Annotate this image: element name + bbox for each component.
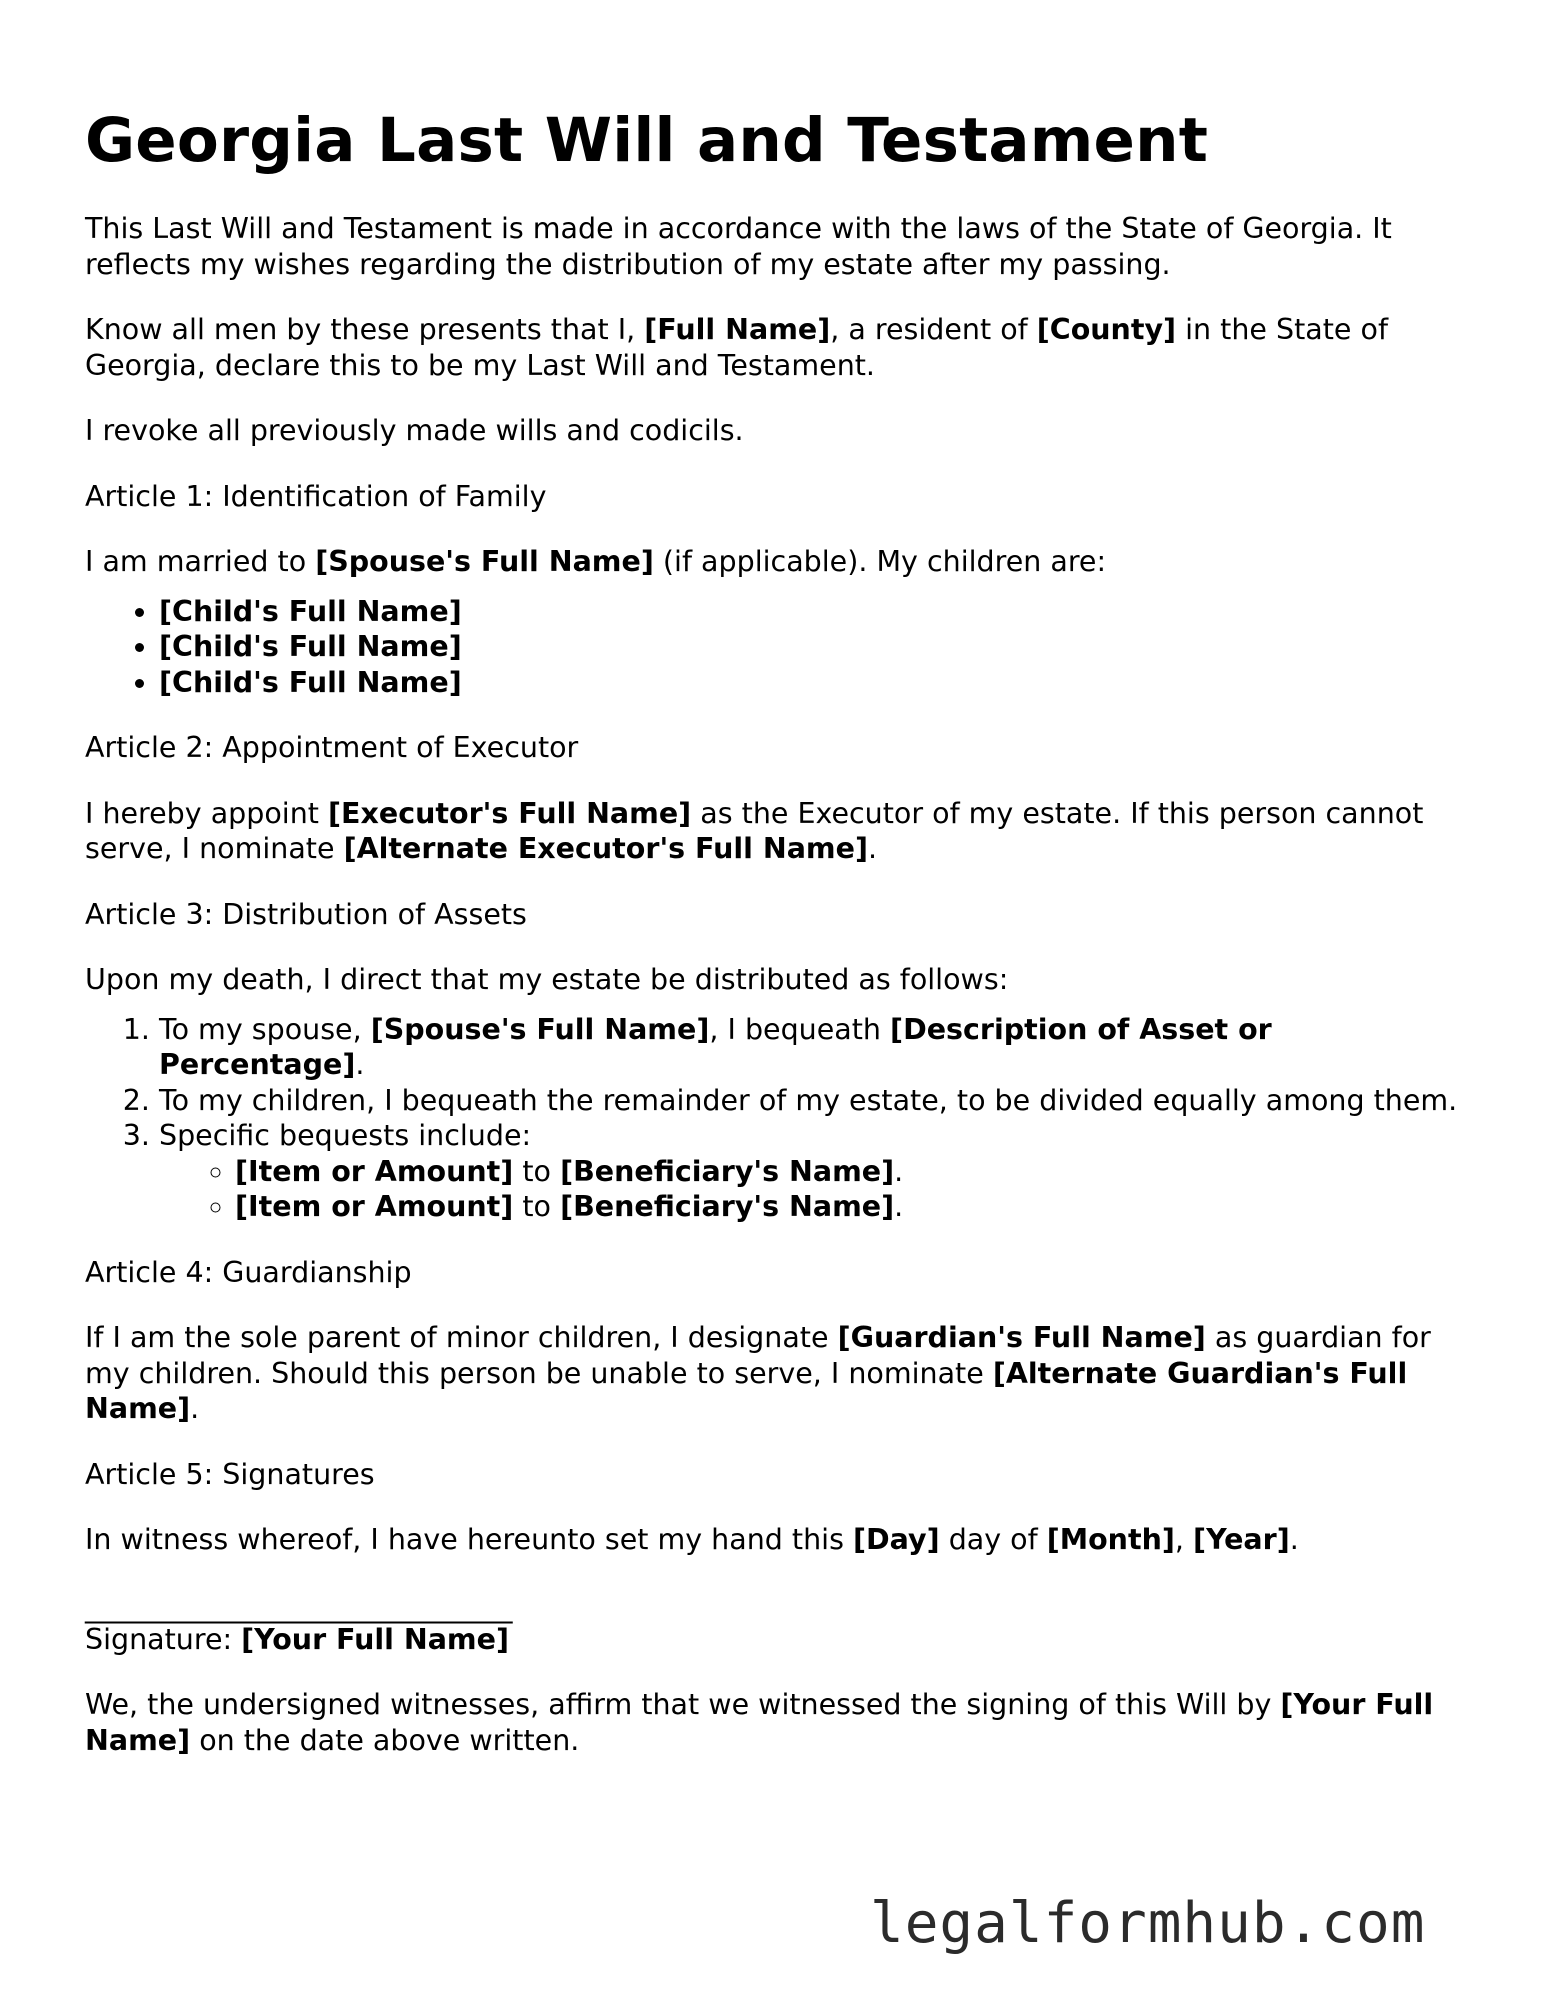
article-4-heading: Article 4: Guardianship: [85, 1255, 412, 1289]
child-name-placeholder: [Child's Full Name]: [159, 630, 462, 663]
bequest-item: [235, 1189, 1475, 1225]
guardian-placeholder: [Guardian's Full Name]: [837, 1321, 1206, 1354]
child-item: [159, 594, 1475, 630]
executor-text: I hereby appoint: [85, 796, 329, 830]
family-text: I am married to: [85, 545, 316, 578]
bequest-text: .: [894, 1190, 904, 1223]
witness-date-text: ,: [1174, 1523, 1194, 1556]
document-title: Georgia Last Will and Testament: [85, 105, 1209, 176]
article-3-heading: Article 3: Distribution of Assets: [85, 897, 527, 931]
signature-line: ______________________________: [85, 1590, 513, 1624]
bequest-item: [235, 1154, 1475, 1190]
asset-placeholder: [Description of Asset or Percentage]: [159, 1012, 1272, 1081]
spouse-placeholder: [Spouse's Full Name]: [315, 545, 654, 578]
executor-text: .: [868, 832, 878, 865]
child-item: [159, 665, 1475, 701]
article-5-heading: Article 5: Signatures: [85, 1457, 375, 1491]
witness-date-text: day of: [939, 1523, 1047, 1556]
alternate-guardian-placeholder: [Alternate Guardian's Full Name]: [85, 1356, 1408, 1425]
guardianship-text: as guardian for my children. Should this person be unable to serve, I nominate: [85, 1321, 1431, 1390]
item-placeholder: [Item or Amount]: [235, 1190, 514, 1223]
bequest-text: to: [513, 1154, 561, 1188]
witness-date-text: In witness whereof, I have hereunto set my hand this: [85, 1523, 853, 1556]
bequest-text: to: [513, 1190, 561, 1223]
guardianship-text: .: [190, 1392, 200, 1425]
declaration-text: in the State of Georgia, declare this to be my Last Will and Testament.: [85, 313, 1388, 382]
distribution-intro: Upon my death, I direct that my estate be distributed as follows:: [85, 963, 1009, 996]
county-placeholder: [County]: [1036, 313, 1177, 346]
witness-paragraph: [85, 1687, 1475, 1758]
day-placeholder: [Day]: [852, 1523, 940, 1556]
site-watermark: legalformhub.com: [870, 1891, 1426, 1956]
signature-label: Signature:: [85, 1622, 242, 1656]
signature-block: [85, 1622, 1475, 1658]
beneficiary-placeholder: [Beneficiary's Name]: [560, 1190, 895, 1223]
witness-date-paragraph: [85, 1522, 1475, 1558]
distribution-text: , I bequeath: [709, 1012, 891, 1046]
witness-text: We, the undersigned witnesses, affirm that we witnessed the signing of this Will by: [85, 1688, 1281, 1721]
guardianship-text: If I am the sole parent of minor children, I designate: [85, 1321, 838, 1354]
family-text: (if applicable). My children are:: [653, 545, 1107, 578]
beneficiary-placeholder: [Beneficiary's Name]: [560, 1154, 895, 1188]
distribution-item: 2. To my children, I bequeath the remainder of my estate, to be divided equally among them.: [159, 1083, 1475, 1119]
child-item: [159, 629, 1475, 665]
year-placeholder: [Year]: [1193, 1523, 1290, 1556]
distribution-text: .: [355, 1048, 365, 1081]
declaration-text: , a resident of: [830, 313, 1037, 346]
executor-paragraph: [85, 796, 1475, 867]
month-placeholder: [Month]: [1046, 1523, 1175, 1556]
witness-text: on the date above written.: [190, 1723, 580, 1757]
will-document: [85, 103, 1475, 1788]
executor-text: as the Executor of my estate. If this person cannot serve, I nominate: [85, 796, 1424, 865]
intro-paragraph: This Last Will and Testament is made in accordance with the laws of the State of Georgia. It reflects my wishes regarding the distribution of my estate after my passing.: [85, 212, 1392, 281]
bequest-text: .: [894, 1154, 904, 1188]
signer-name-placeholder: [Your Full Name]: [85, 1688, 1434, 1757]
declaration-text: Know all men by these presents that I,: [85, 313, 645, 346]
distribution-item: [159, 1118, 1475, 1225]
distribution-item: [159, 1012, 1475, 1083]
child-name-placeholder: [Child's Full Name]: [159, 665, 462, 699]
witness-date-text: .: [1289, 1523, 1299, 1556]
signer-name-placeholder: [Your Full Name]: [241, 1622, 509, 1656]
declaration-paragraph: [85, 312, 1475, 383]
revoke-paragraph: I revoke all previously made wills and codicils.: [85, 414, 744, 447]
article-2-heading: Article 2: Appointment of Executor: [85, 731, 579, 764]
executor-placeholder: [Executor's Full Name]: [328, 796, 692, 830]
alternate-executor-placeholder: [Alternate Executor's Full Name]: [343, 832, 868, 865]
children-list: [85, 594, 1475, 701]
distribution-list: [85, 1012, 1475, 1225]
spouse-placeholder: [Spouse's Full Name]: [370, 1012, 710, 1046]
bequest-list: [159, 1154, 1475, 1225]
guardianship-paragraph: [85, 1320, 1475, 1427]
full-name-placeholder: [Full Name]: [644, 313, 831, 346]
distribution-text: To my spouse,: [159, 1012, 371, 1046]
distribution-text: Specific bequests include:: [159, 1119, 532, 1152]
family-paragraph: [85, 544, 1475, 580]
child-name-placeholder: [Child's Full Name]: [159, 594, 462, 628]
article-1-heading: Article 1: Identification of Family: [85, 479, 547, 513]
item-placeholder: [Item or Amount]: [235, 1154, 514, 1188]
